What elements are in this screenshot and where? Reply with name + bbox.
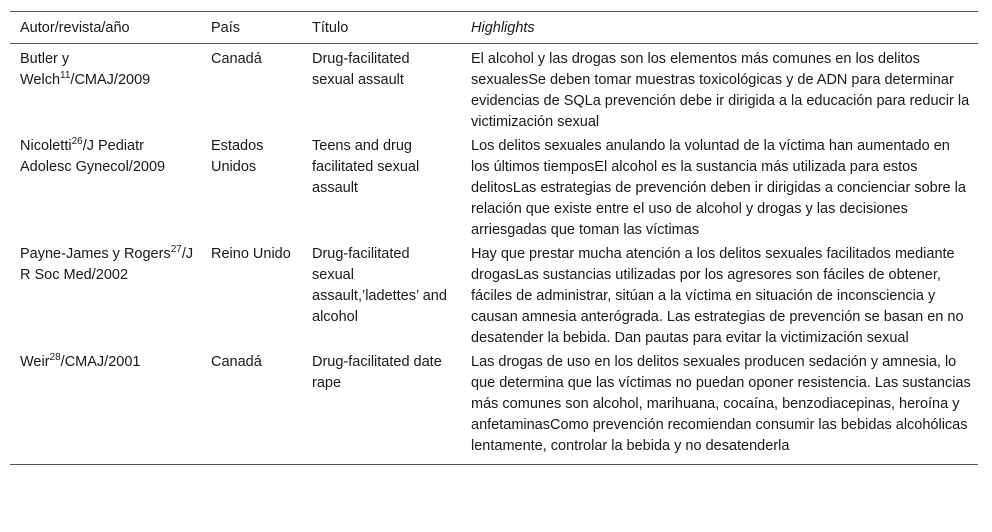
cell-title: Drug-facilitated sexual assault,’ladettes’ and alcohol (312, 246, 447, 325)
reference-number: 28 (49, 352, 61, 364)
cell-highlights: El alcohol y las drogas son los elementos más comunes en los delitos sexualesSe deben tomar muestras toxicológicas y de ADN para determinar evidencias de SQLa prevención debe ir dirigida a la educación para reducir la victimización sexual (471, 51, 970, 130)
cell-country: Estados Unidos (211, 138, 264, 175)
table-header (10, 12, 978, 44)
table-row (10, 351, 978, 465)
author-name: Butler y Welch (20, 51, 70, 88)
header-country: País (201, 12, 302, 44)
table-body (10, 44, 978, 465)
table-row (10, 243, 978, 351)
header-title: Título (302, 12, 461, 44)
author-name: Nicoletti (20, 138, 72, 154)
cell-highlights: Las drogas de uso en los delitos sexuales producen sedación y amnesia, lo que determina que las víctimas no puedan oponer resistencia. Las sustancias más comunes son alcohol, marihuana, cocaína, benzodiacepinas, heroína y anfetaminasComo prevención recomiendan consumir las bebidas alcohólicas lentamente, controlar la bebida y no desatenderla (461, 351, 978, 465)
journal-year: /CMAJ/2009 (70, 72, 151, 88)
cell-author (10, 351, 201, 465)
author-name: Weir (20, 354, 50, 370)
cell-highlights: Hay que prestar mucha atención a los delitos sexuales facilitados mediante drogasLas sustancias utilizadas por los agresores son fáciles de obtener, fáciles de administrar, sitúan a la víctima en situación de inconsciencia y causan amnesia anterógrada. Las estrategias de prevención se basan en no desatender la bebida. Dan pautas para evitar la victimización sexual (471, 246, 964, 346)
table-row (10, 44, 978, 136)
header-highlights: Highlights (461, 12, 978, 44)
cell-title: Teens and drug facilitated sexual assault (312, 138, 420, 196)
reference-number: 11 (60, 70, 71, 82)
header-row (10, 12, 978, 44)
author-name: Payne-James y Rogers (20, 246, 171, 262)
table-row (10, 135, 978, 243)
cell-country: Canadá (201, 351, 302, 465)
cell-author (10, 44, 201, 136)
journal-year: /J R Soc Med/2002 (20, 246, 194, 283)
cell-title: Drug-facilitated sexual assault (312, 51, 410, 88)
cell-title: Drug-facilitated date rape (302, 351, 461, 465)
cell-author (10, 135, 201, 243)
cell-highlights: Los delitos sexuales anulando la voluntad de la víctima han aumentado en los últimos tiemposEl alcohol es la sustancia más utilizada para estos delitosLas estrategias de prevención deben ir dirigidas a concienciar sobre la relación que existe entre el uso de alcohol y drogas y las decisiones arriesgadas que toman las víctimas (471, 138, 966, 238)
reference-number: 26 (71, 136, 83, 148)
journal-year: /CMAJ/2001 (60, 354, 141, 370)
reference-number: 27 (170, 244, 182, 256)
journal-year: /J Pediatr Adolesc Gynecol/2009 (20, 138, 166, 175)
header-author: Autor/revista/año (10, 12, 201, 44)
cell-country: Canadá (211, 51, 262, 67)
cell-country: Reino Unido (211, 246, 291, 262)
studies-table (10, 11, 978, 465)
cell-author (10, 243, 201, 351)
